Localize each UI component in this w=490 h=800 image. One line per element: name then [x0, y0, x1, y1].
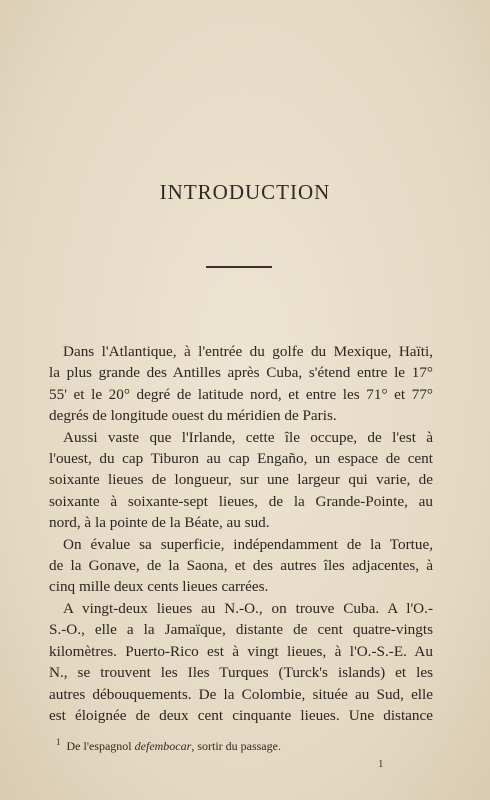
text-line: nord, à la pointe de la Béate, au sud. [49, 514, 270, 532]
footnote-text-start: De l'espagnol [66, 739, 135, 753]
title-rule [206, 266, 272, 268]
text-line: On évalue sa superficie, indépendamment de la Tortue, [63, 535, 433, 553]
text-line: soixante à soixante-sept lieues, de la Grande-Pointe, au [49, 492, 433, 510]
text-line: autres débouquements. De la Colombie, située au Sud, elle [49, 685, 433, 703]
text-line: de la Gonave, de la Saona, et des autres îles adjacentes, à [49, 557, 433, 575]
text-line: l'ouest, du cap Tiburon au cap Engaño, un espace de cent [49, 450, 433, 468]
text-line: cinq mille deux cents lieues carrées. [49, 578, 269, 596]
footnote [56, 737, 281, 754]
text-line: kilomètres. Puerto-Rico est à vingt lieues, à l'O.-S.-E. Au [49, 642, 433, 660]
text-line: A vingt-deux lieues au N.-O., on trouve Cuba. A l'O.- [63, 599, 433, 617]
text-line: degrés de longitude ouest du méridien de Paris. [49, 407, 337, 425]
text-line: 55' et le 20° degré de latitude nord, et entre les 71° et 77° [49, 385, 433, 403]
text-line: la plus grande des Antilles après Cuba, s'étend entre le 17° [49, 364, 433, 382]
footnote-text-end: , sortir du passage. [191, 739, 281, 753]
footnote-italic-word: defembocar [134, 739, 192, 753]
page-number: 1 [378, 758, 384, 770]
text-line: Dans l'Atlantique, à l'entrée du golfe du Mexique, Haïti, [63, 343, 433, 360]
footnote-marker: 1 [56, 737, 61, 747]
text-line: S.-O., elle a la Jamaïque, distante de cent quatre-vingts [49, 621, 433, 639]
text-line: soixante lieues de longueur, sur une largeur qui varie, de [49, 471, 433, 489]
text-line: Aussi vaste que l'Irlande, cette île occupe, de l'est à [63, 428, 433, 446]
text-line: N., se trouvent les Iles Turques (Turck's islands) et les [49, 664, 433, 682]
body-text [49, 341, 433, 726]
text-line: est éloignée de deux cent cinquante lieues. Une distance [49, 706, 433, 724]
chapter-title: INTRODUCTION [159, 180, 331, 204]
